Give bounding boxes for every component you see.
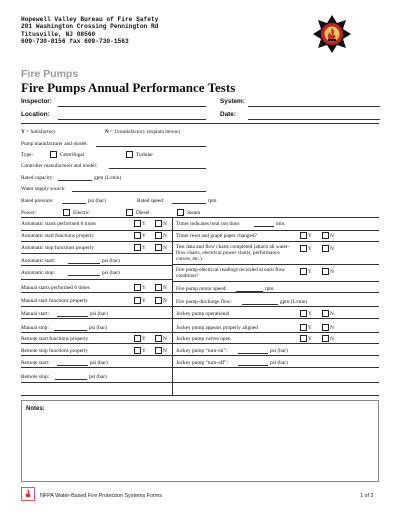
- auto-starts-6-times-label: Automatic starts performed 6 times: [21, 221, 97, 227]
- rated-capacity-label: Rated capacity:: [21, 175, 54, 181]
- yn-n-label: N: [163, 348, 167, 354]
- yn-n-label: N: [330, 233, 334, 239]
- electrical-readings-n-checkbox[interactable]: [322, 268, 329, 275]
- row-rule: [21, 318, 379, 319]
- jockey-valves-n-checkbox[interactable]: [322, 335, 329, 342]
- rated-speed-field[interactable]: [172, 203, 206, 204]
- motor-speed-unit: rpm: [265, 286, 274, 292]
- jockey-turn-off-field[interactable]: [238, 365, 268, 366]
- auto-start-functions-y-checkbox[interactable]: [134, 232, 141, 239]
- timer-run-time-field[interactable]: [254, 226, 274, 227]
- diesel-checkbox[interactable]: [126, 209, 133, 216]
- manual-stop-pressure-label: Manual stop:: [21, 325, 49, 331]
- footer-page-number: 1 of 2: [360, 493, 374, 499]
- jockey-operational-n-checkbox[interactable]: [322, 310, 329, 317]
- agency-phone: 609-730-8156 fax 609-730-1563: [21, 38, 129, 46]
- jockey-operational-label: Jockey pump operational: [176, 311, 230, 317]
- yn-y-label: Y: [142, 233, 146, 239]
- electric-checkbox[interactable]: [63, 209, 70, 216]
- discharge-flow-field[interactable]: [242, 304, 278, 305]
- auto-stop-pressure-field[interactable]: [68, 275, 100, 276]
- yn-y-label: Y: [308, 336, 312, 342]
- test-data-completed-n-checkbox[interactable]: [322, 245, 329, 252]
- header-divider: [21, 123, 379, 124]
- yn-n-label: N: [163, 233, 167, 239]
- remote-start-pressure-unit: psi (bar): [90, 360, 108, 366]
- jockey-turn-on-unit: psi (bar): [270, 348, 288, 354]
- motor-speed-field[interactable]: [236, 291, 263, 292]
- row-rule: [21, 306, 379, 307]
- pump-manufacturer-label: Pump manufacturer and model:: [21, 141, 88, 147]
- location-label: Location:: [21, 111, 50, 118]
- yn-y-label: Y: [142, 336, 146, 342]
- remote-start-pressure-label: Remote start:: [21, 360, 50, 366]
- yn-y-label: Y: [308, 311, 312, 317]
- timer-reset-n-checkbox[interactable]: [322, 232, 329, 239]
- remote-stop-functions-n-checkbox[interactable]: [155, 347, 162, 354]
- manual-stop-pressure-field[interactable]: [54, 330, 87, 331]
- rated-capacity-unit: gpm (L/min): [94, 175, 122, 181]
- manual-starts-6-times-n-checkbox[interactable]: [155, 284, 162, 291]
- auto-stop-functions-y-checkbox[interactable]: [134, 244, 141, 251]
- row-rule: [21, 382, 379, 383]
- notes-textarea[interactable]: [21, 400, 379, 482]
- rated-pressure-field[interactable]: [62, 203, 86, 204]
- water-supply-field[interactable]: [72, 191, 206, 192]
- discharge-flow-label: Fire pump discharge flow:: [176, 299, 232, 305]
- nfpa-logo-icon: [21, 487, 35, 501]
- jockey-aligned-n-checkbox[interactable]: [322, 324, 329, 331]
- yn-n-label: N: [330, 246, 334, 252]
- auto-start-pressure-label: Automatic start:: [21, 258, 56, 264]
- centrifugal-label: Centrifugal: [60, 152, 85, 158]
- yn-n-label: N: [330, 311, 334, 317]
- auto-stop-pressure-unit: psi (bar): [102, 270, 120, 276]
- water-supply-label: Water supply source:: [21, 186, 66, 192]
- jockey-aligned-y-checkbox[interactable]: [300, 324, 307, 331]
- yn-n-label: N: [163, 336, 167, 342]
- remote-start-functions-y-checkbox[interactable]: [134, 335, 141, 342]
- yn-y-label: Y: [142, 221, 146, 227]
- yn-y-label: Y: [308, 233, 312, 239]
- remote-start-pressure-field[interactable]: [57, 365, 88, 366]
- jockey-valves-label: Jockey pump valves open: [176, 336, 231, 342]
- yn-y-label: Y: [142, 298, 146, 304]
- remote-stop-pressure-field[interactable]: [55, 379, 87, 380]
- diesel-label: Diesel: [136, 210, 150, 216]
- section-label: Fire Pumps: [21, 68, 79, 80]
- auto-stop-pressure-label: Automatic stop:: [21, 270, 55, 276]
- centrifugal-checkbox[interactable]: [50, 151, 57, 158]
- inspector-label: Inspector:: [21, 98, 52, 105]
- row-rule: [172, 264, 379, 265]
- rated-speed-label: Rated speed:: [137, 198, 165, 204]
- system-label: System:: [220, 98, 245, 105]
- yn-n-label: N: [163, 245, 167, 251]
- yn-n-label: N: [163, 285, 167, 291]
- auto-starts-6-times-y-checkbox[interactable]: [134, 220, 141, 227]
- manual-start-functions-y-checkbox[interactable]: [134, 297, 141, 304]
- rated-capacity-field[interactable]: [58, 180, 92, 181]
- electrical-readings-label: Fire pump electrical readings recorded at each flow condition?: [176, 267, 285, 279]
- steam-label: Steam: [187, 210, 201, 216]
- row-rule: [21, 265, 172, 266]
- steam-checkbox[interactable]: [177, 209, 184, 216]
- auto-start-functions-n-checkbox[interactable]: [155, 232, 162, 239]
- location-field[interactable]: [58, 119, 206, 120]
- remote-stop-pressure-label: Remote stop:: [21, 374, 50, 380]
- manual-starts-6-times-y-checkbox[interactable]: [134, 284, 141, 291]
- manual-start-pressure-field[interactable]: [57, 316, 88, 317]
- rated-speed-unit: rpm: [208, 198, 217, 204]
- remote-start-functions-label: Remote start functions properly: [21, 336, 89, 342]
- manual-stop-pressure-unit: psi (bar): [89, 325, 107, 331]
- checklist-bottom-rule: [21, 395, 379, 396]
- timer-reset-label: Timer reset and graph paper changed?: [176, 233, 257, 239]
- row-rule: [21, 230, 379, 231]
- yn-y-label: Y: [142, 285, 146, 291]
- row-rule: [21, 332, 379, 333]
- discharge-flow-unit: gpm (L/min): [280, 299, 308, 305]
- row-rule: [172, 281, 379, 282]
- controller-field[interactable]: [109, 168, 206, 169]
- jockey-turn-off-label: Jockey pump “turn-off”:: [176, 360, 228, 366]
- timer-run-time-label: Timer indicates total run time:: [176, 221, 241, 227]
- jockey-turn-on-field[interactable]: [238, 353, 268, 354]
- row-rule: [21, 343, 379, 344]
- jockey-turn-off-unit: psi (bar): [270, 360, 288, 366]
- power-label: Power:: [21, 210, 37, 216]
- yn-y-label: Y: [308, 246, 312, 252]
- yn-y-label: Y: [308, 269, 312, 275]
- auto-starts-6-times-n-checkbox[interactable]: [155, 220, 162, 227]
- yn-n-label: N: [330, 336, 334, 342]
- auto-stop-functions-label: Automatic stop functions properly: [21, 245, 94, 251]
- agency-city: Titusville, NJ 08560: [21, 30, 96, 38]
- yn-n-label: N: [330, 269, 334, 275]
- manual-start-pressure-unit: psi (bar): [90, 311, 108, 317]
- motor-speed-label: Fire pump motor speed:: [176, 286, 227, 292]
- auto-start-pressure-unit: psi (bar): [102, 258, 120, 264]
- yn-y-label: Y: [142, 245, 146, 251]
- turbine-checkbox[interactable]: [126, 151, 133, 158]
- manual-start-functions-label: Manual start functions properly: [21, 298, 88, 304]
- inspector-field[interactable]: [58, 106, 206, 107]
- rated-pressure-label: Rated pressure:: [21, 198, 54, 204]
- jockey-aligned-label: Jockey pump appears properly aligned: [176, 325, 258, 331]
- timer-reset-y-checkbox[interactable]: [300, 232, 307, 239]
- electric-label: Electric: [73, 210, 90, 216]
- agency-address-block: [21, 16, 158, 46]
- legend-satisfactory: Y = Satisfactory: [21, 129, 56, 135]
- date-label: Date:: [220, 111, 236, 118]
- form-title: Fire Pumps Annual Performance Tests: [21, 80, 236, 95]
- yn-n-label: N: [330, 325, 334, 331]
- turbine-label: Turbine: [136, 152, 153, 158]
- remote-stop-functions-label: Remote stop functions properly: [21, 348, 88, 354]
- row-rule: [21, 279, 172, 280]
- electrical-readings-y-checkbox[interactable]: [300, 268, 307, 275]
- notes-label: Notes:: [26, 406, 45, 412]
- remote-stop-pressure-unit: psi (bar): [89, 374, 107, 380]
- legend-unsatisfactory: N = Unsatisfactory (explain below): [105, 129, 181, 135]
- test-data-completed-y-checkbox[interactable]: [300, 245, 307, 252]
- row-rule: [21, 367, 379, 368]
- system-field[interactable]: [248, 106, 380, 107]
- manual-start-functions-n-checkbox[interactable]: [155, 297, 162, 304]
- checklist-top-rule: [21, 217, 379, 218]
- pump-type-label: Type:: [21, 152, 33, 158]
- timer-run-time-unit: min.: [276, 221, 286, 227]
- pump-manufacturer-field[interactable]: [96, 146, 206, 147]
- controller-label: Controller manufacturer and model:: [21, 163, 98, 169]
- yn-y-label: Y: [142, 348, 146, 354]
- rated-pressure-unit: psi (bar): [88, 198, 106, 204]
- yn-n-label: N: [163, 298, 167, 304]
- footer-text: NFPA Water-Based Fire Protection Systems Forms: [40, 493, 162, 499]
- jockey-operational-y-checkbox[interactable]: [300, 310, 307, 317]
- test-data-completed-label: Test data and flow charts completed (attach all water-flow charts, electrical power charts, performance curves, etc.): [176, 244, 290, 262]
- manual-start-pressure-label: Manual start:: [21, 311, 50, 317]
- jockey-turn-on-label: Jockey pump “turn-on”:: [176, 348, 228, 354]
- remote-stop-functions-y-checkbox[interactable]: [134, 347, 141, 354]
- auto-stop-functions-n-checkbox[interactable]: [155, 244, 162, 251]
- fire-department-seal-icon: [312, 14, 352, 54]
- row-rule: [21, 292, 379, 293]
- auto-start-functions-label: Automatic start functions properly: [21, 233, 95, 239]
- row-rule: [21, 355, 379, 356]
- row-rule: [21, 241, 379, 242]
- yn-n-label: N: [163, 221, 167, 227]
- agency-street: 201 Washington Crossing Pennington Rd: [21, 23, 159, 31]
- manual-starts-6-times-label: Manual starts performed 6 times: [21, 285, 90, 291]
- auto-start-pressure-field[interactable]: [68, 263, 100, 264]
- agency-name: Hopewell Valley Bureau of Fire Safety: [21, 16, 159, 23]
- row-rule: [21, 253, 172, 254]
- remote-start-functions-n-checkbox[interactable]: [155, 335, 162, 342]
- jockey-valves-y-checkbox[interactable]: [300, 335, 307, 342]
- date-field[interactable]: [248, 119, 380, 120]
- yn-y-label: Y: [308, 325, 312, 331]
